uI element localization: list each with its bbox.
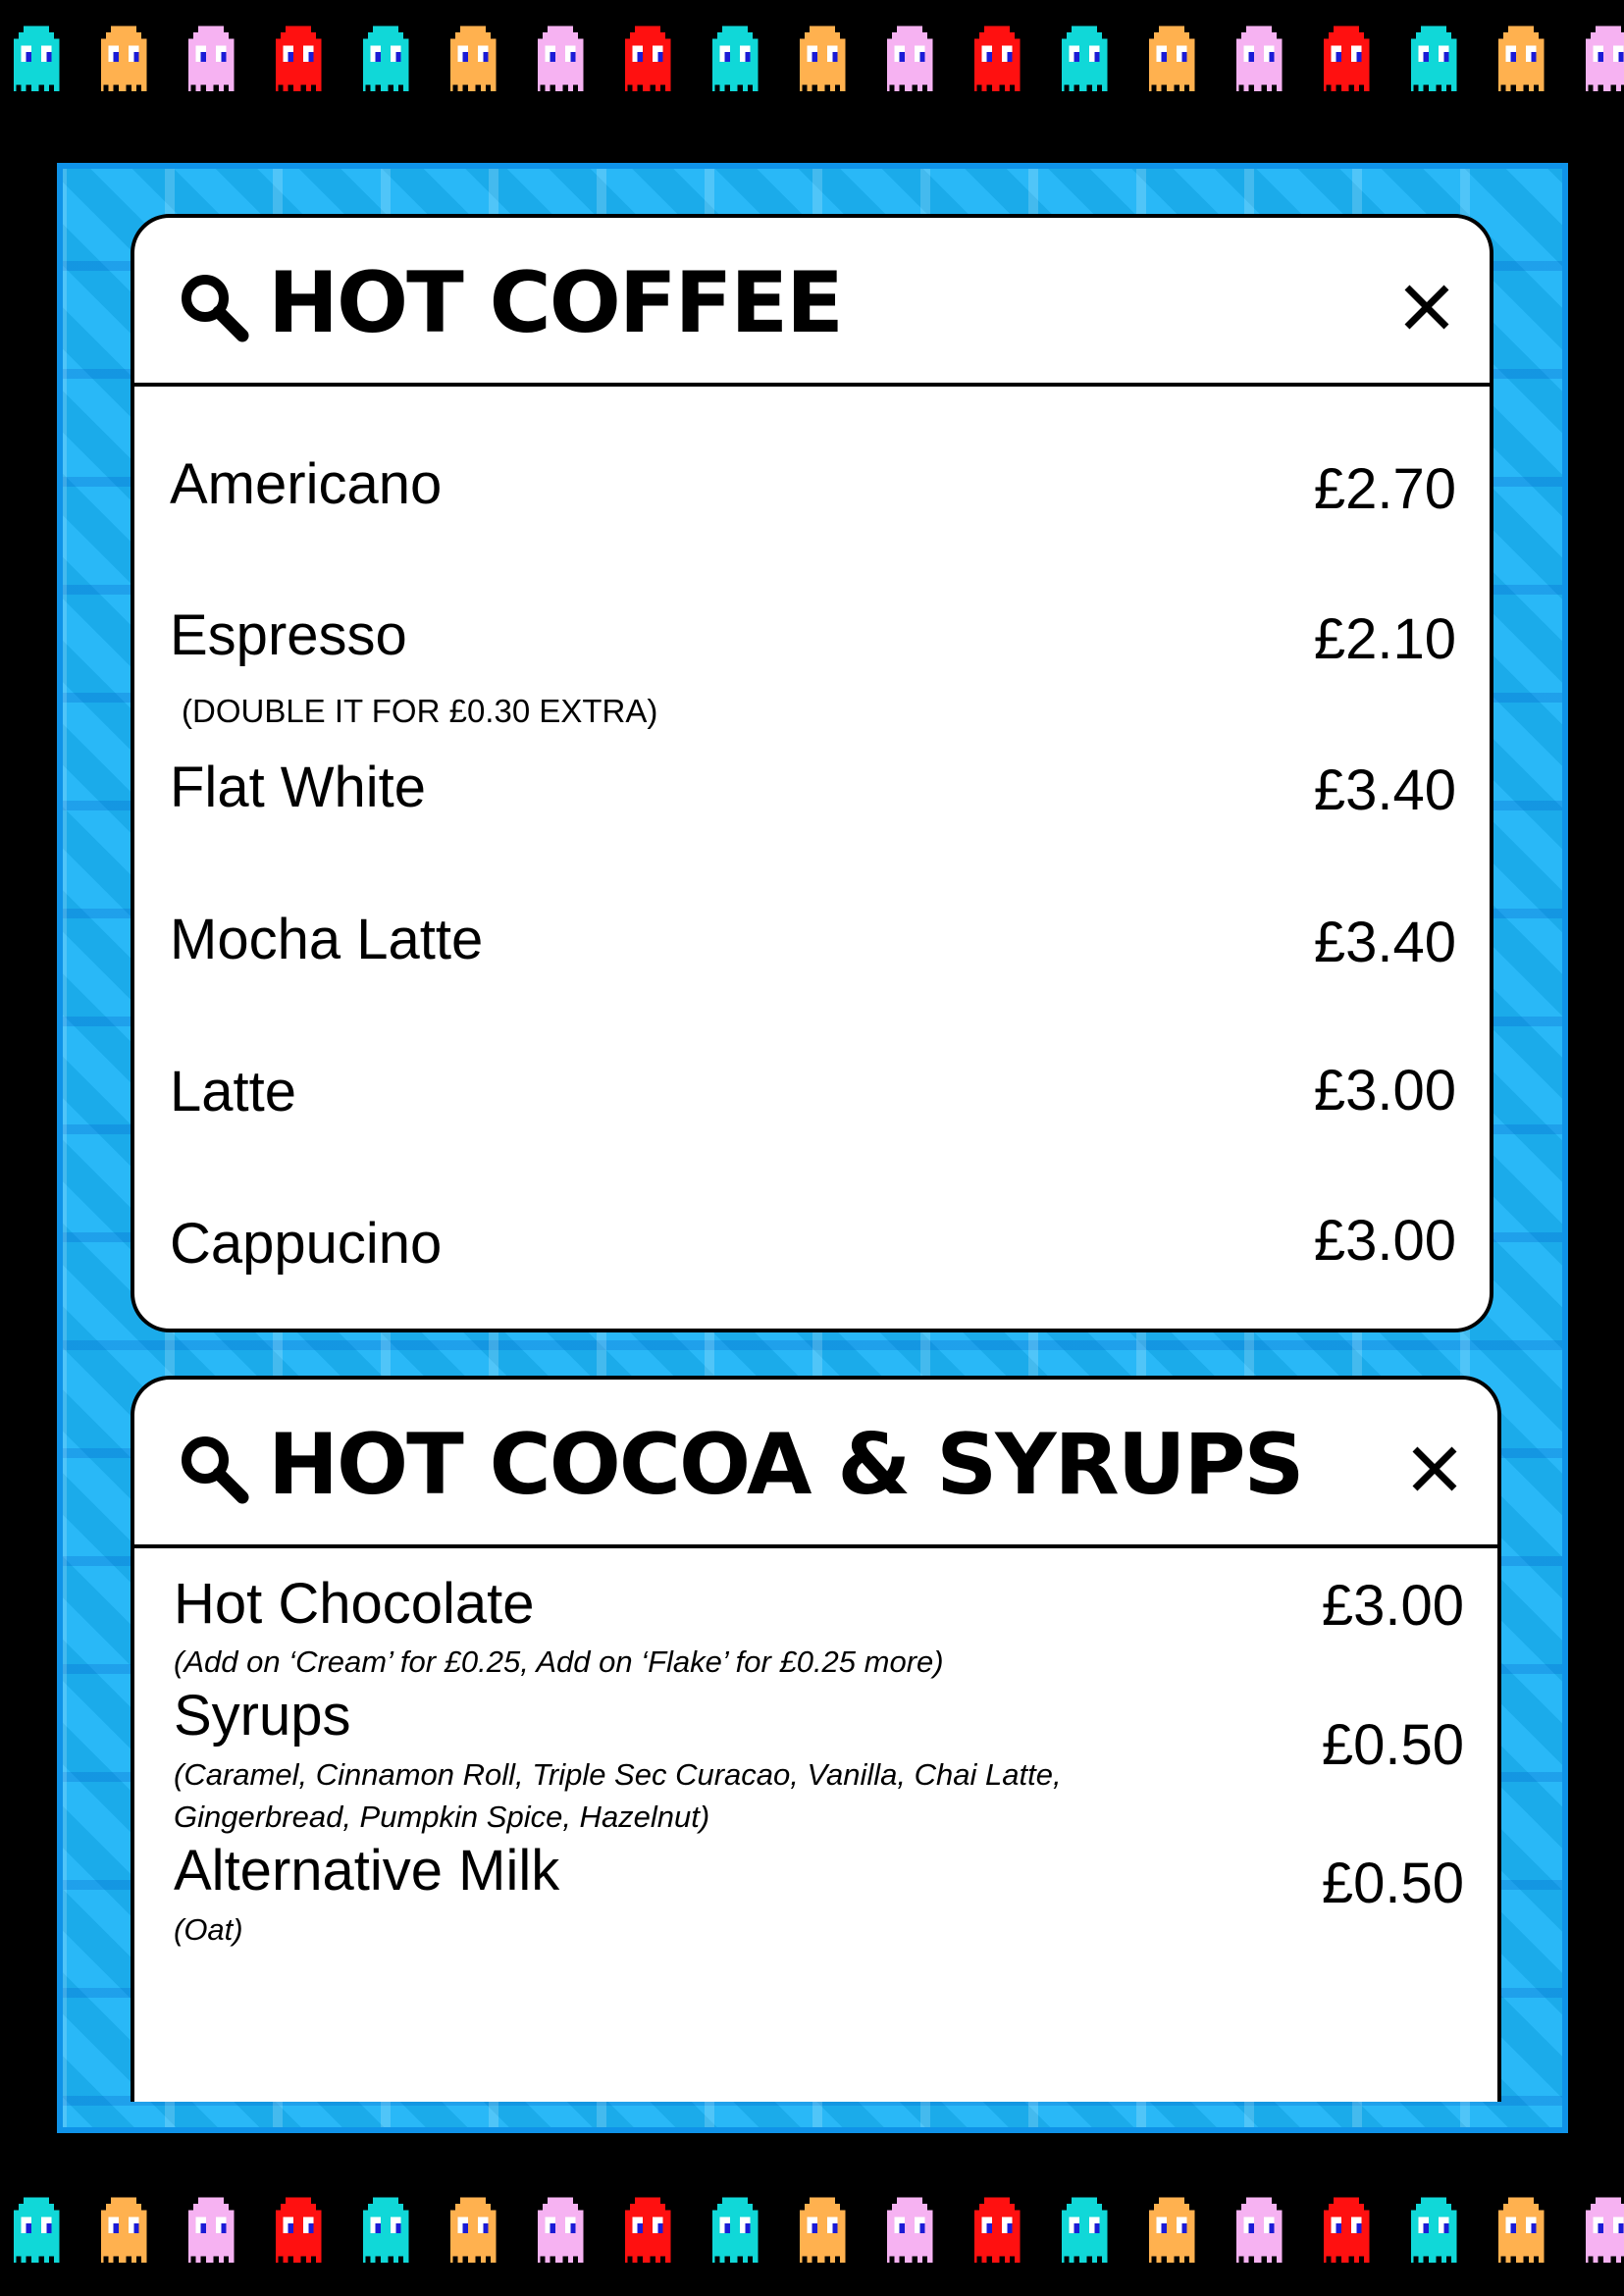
item-name: Americano (170, 452, 443, 516)
ghost-icon (792, 2194, 853, 2272)
item-price: £3.00 (1313, 1209, 1456, 1273)
item-price: £0.50 (1321, 1713, 1464, 1777)
ghost-icon (355, 23, 416, 101)
item-name: Latte (170, 1060, 296, 1123)
ghost-icon (530, 23, 591, 101)
ghost-icon (617, 2194, 678, 2272)
ghost-icon (1578, 2194, 1624, 2272)
item-name: Flat White (170, 756, 427, 819)
item-note: (Add on ‘Cream’ for £0.25, Add on ‘Flake’ for £0.25 more) (174, 1644, 944, 1679)
ghost-icon (530, 2194, 591, 2272)
item-note-line-1: (Caramel, Cinnamon Roll, Triple Sec Curacao, Vanilla, Chai Latte, (174, 1757, 1062, 1792)
ghost-icon (1316, 2194, 1377, 2272)
ghost-icon (1054, 2194, 1115, 2272)
ghost-icon (181, 23, 241, 101)
ghost-icon (443, 23, 503, 101)
ghost-icon (1491, 2194, 1551, 2272)
ghost-icon (879, 23, 940, 101)
ghost-icon (181, 2194, 241, 2272)
ghost-icon (93, 23, 154, 101)
ghost-icon (268, 2194, 329, 2272)
ghost-icon (705, 23, 765, 101)
hot-cocoa-panel (131, 1376, 1501, 2102)
item-note: (Oat) (174, 1912, 243, 1947)
ghost-icon (93, 2194, 154, 2272)
item-price: £3.40 (1313, 911, 1456, 974)
item-note: (DOUBLE IT FOR £0.30 EXTRA) (182, 693, 658, 729)
ghost-icon (967, 2194, 1027, 2272)
ghost-icon (6, 23, 67, 101)
ghost-icon (617, 23, 678, 101)
ghost-icon (6, 2194, 67, 2272)
ghost-icon (705, 2194, 765, 2272)
hot-coffee-title: HOT COFFEE (268, 254, 842, 352)
ghost-icon (1316, 23, 1377, 101)
ghost-icon (1054, 23, 1115, 101)
ghost-icon (1229, 2194, 1289, 2272)
ghost-icon (792, 23, 853, 101)
item-price: £3.00 (1313, 1059, 1456, 1122)
ghost-icon (1141, 23, 1202, 101)
close-icon[interactable] (1401, 282, 1452, 333)
item-price: £3.00 (1321, 1574, 1464, 1638)
ghost-icon (967, 23, 1027, 101)
hot-coffee-panel (131, 214, 1493, 1332)
item-name: Syrups (174, 1684, 351, 1748)
item-name: Mocha Latte (170, 908, 484, 971)
ghost-icon (1141, 2194, 1202, 2272)
hot-cocoa-header (134, 1380, 1497, 1548)
ghost-border-bottom (0, 2186, 1624, 2279)
item-price: £3.40 (1313, 758, 1456, 822)
search-icon[interactable] (174, 267, 252, 345)
hot-cocoa-title: HOT COCOA & SYRUPS (268, 1416, 1303, 1514)
item-name: Hot Chocolate (174, 1572, 535, 1636)
ghost-icon (1403, 23, 1464, 101)
ghost-icon (879, 2194, 940, 2272)
item-name: Alternative Milk (174, 1839, 560, 1903)
item-price: £2.10 (1313, 607, 1456, 671)
hot-coffee-header (134, 218, 1490, 387)
ghost-icon (1229, 23, 1289, 101)
search-icon[interactable] (174, 1429, 252, 1507)
item-price: £0.50 (1321, 1852, 1464, 1915)
item-note-line-2: Gingerbread, Pumpkin Spice, Hazelnut) (174, 1800, 710, 1834)
ghost-icon (1491, 23, 1551, 101)
item-name: Cappucino (170, 1212, 443, 1276)
item-name: Espresso (170, 603, 407, 667)
ghost-border-top (0, 15, 1624, 108)
ghost-icon (1578, 23, 1624, 101)
ghost-icon (268, 23, 329, 101)
ghost-icon (443, 2194, 503, 2272)
close-icon[interactable] (1409, 1443, 1460, 1494)
ghost-icon (1403, 2194, 1464, 2272)
ghost-icon (355, 2194, 416, 2272)
item-price: £2.70 (1313, 457, 1456, 521)
